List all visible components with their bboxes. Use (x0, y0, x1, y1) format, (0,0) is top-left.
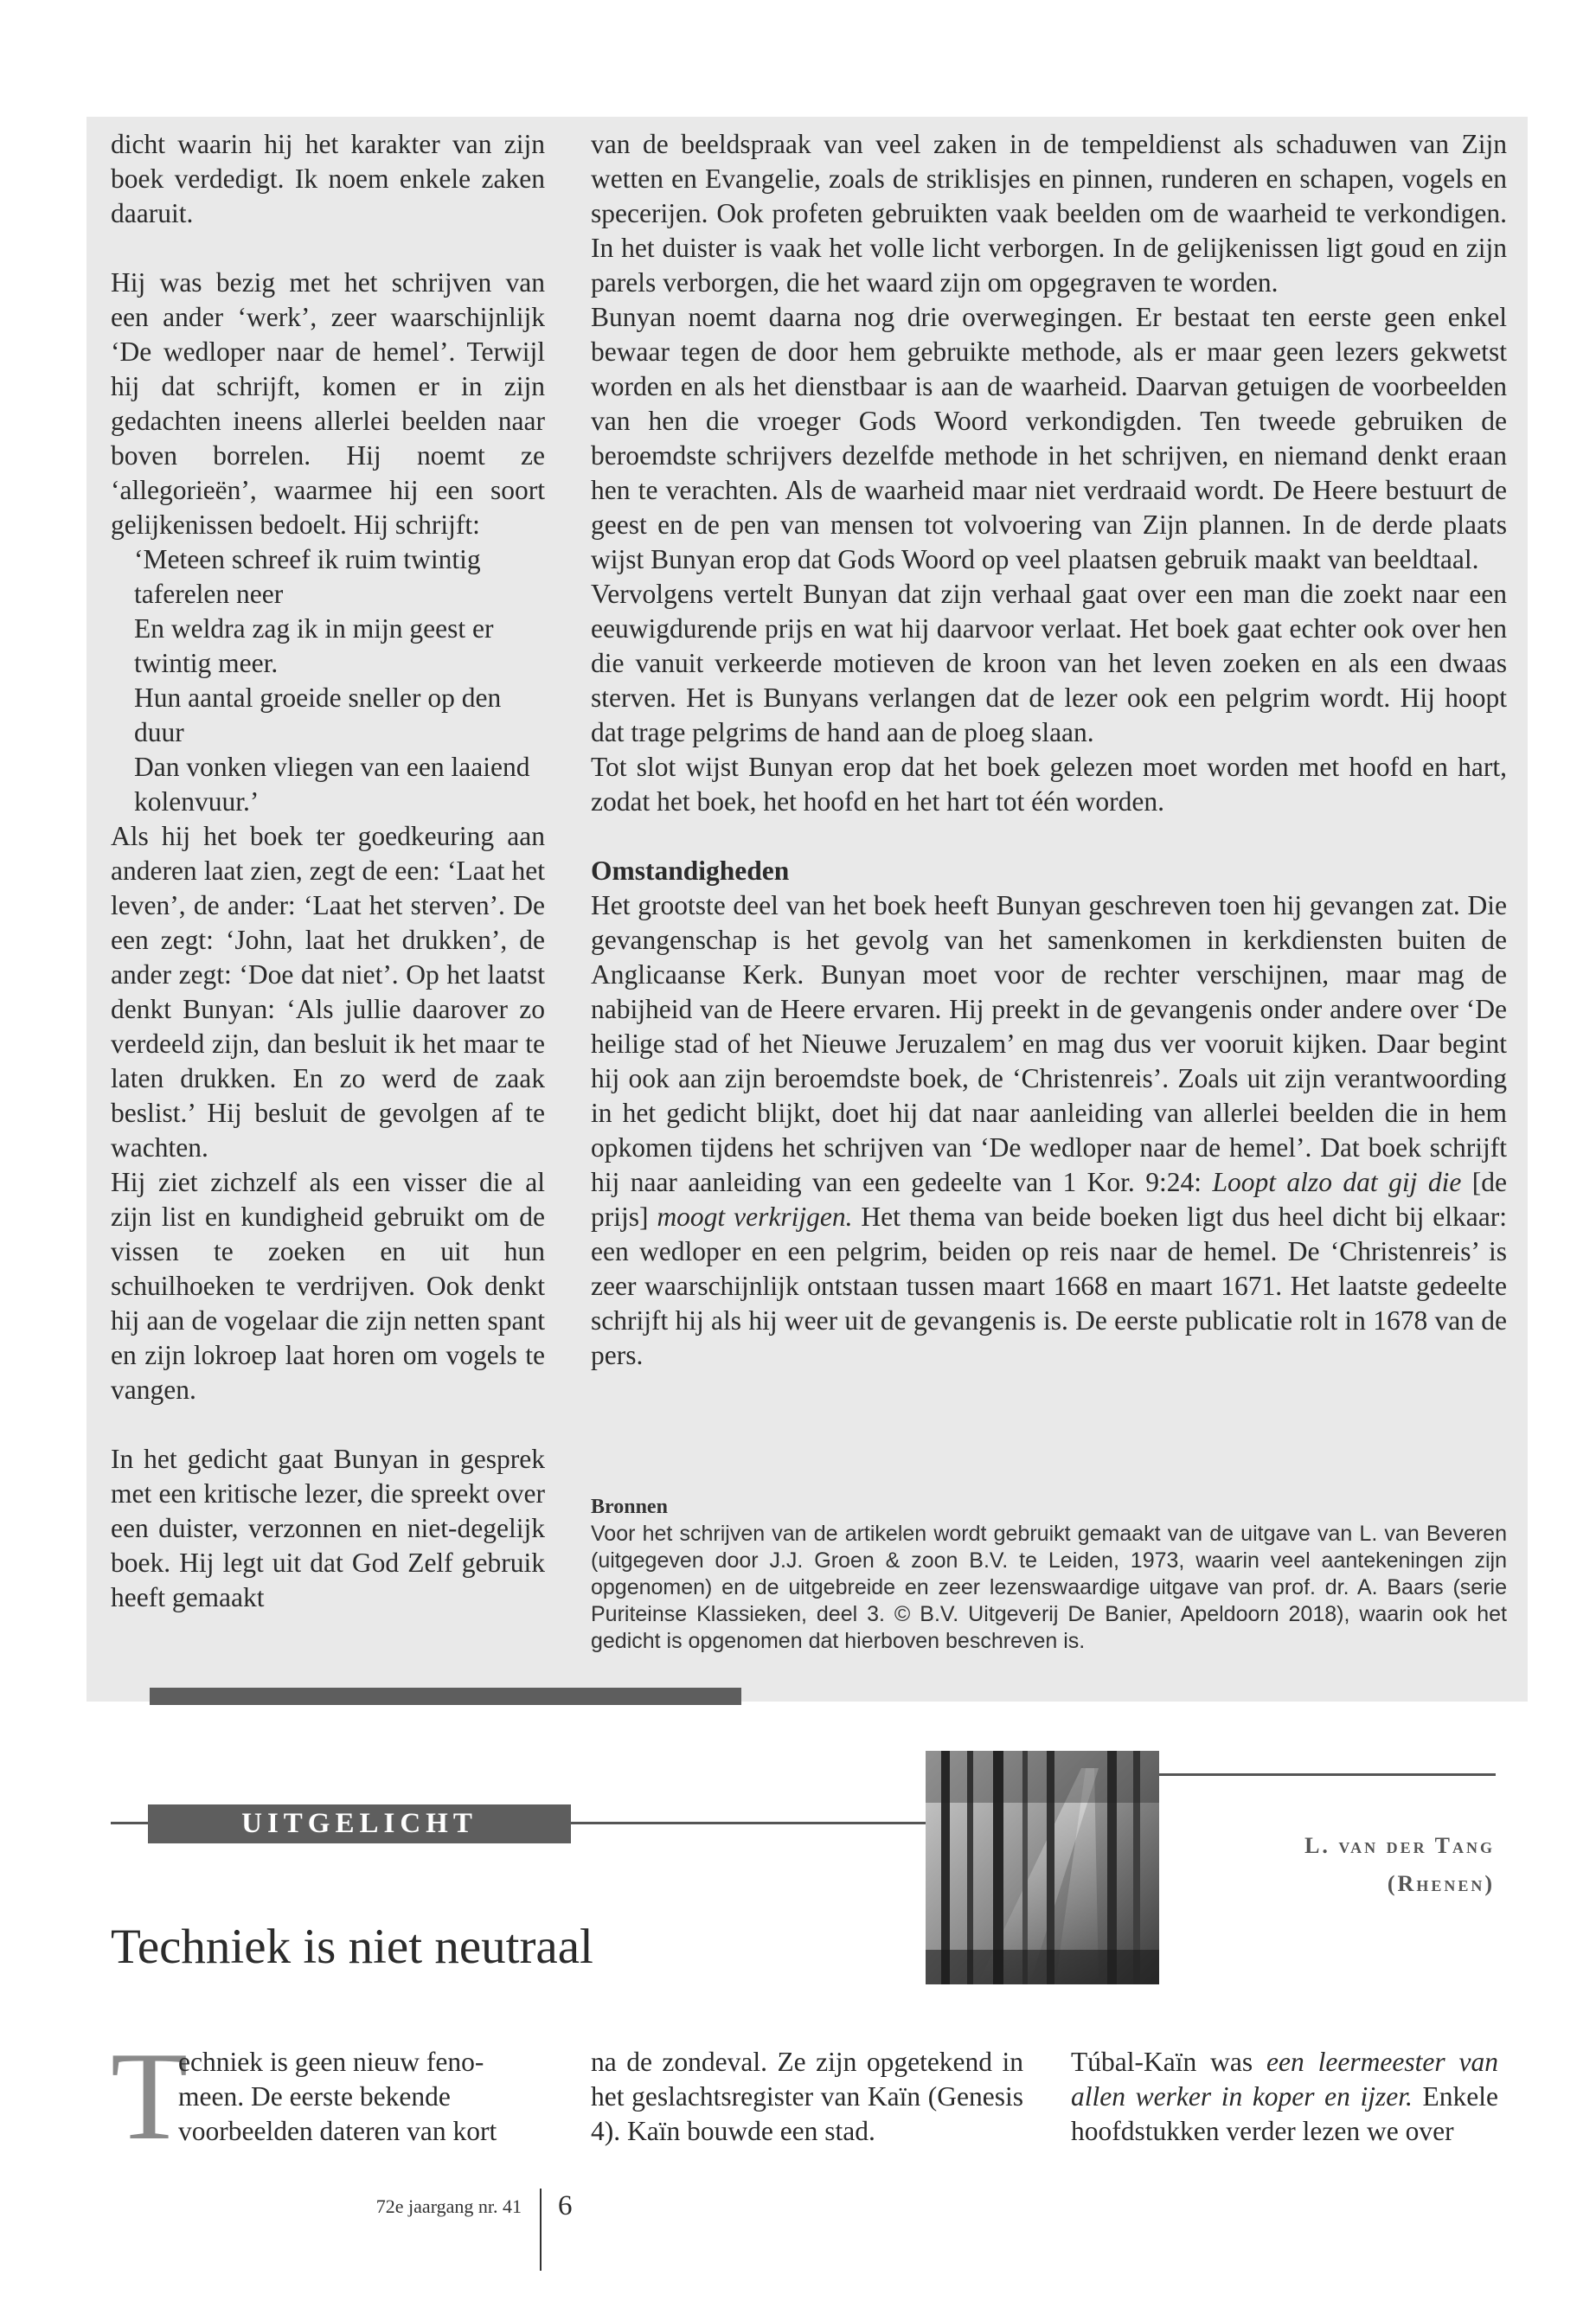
poem-line: ‘Meteen schreef ik ruim twintig taferelen neer (134, 544, 481, 609)
divider (569, 1822, 926, 1824)
author-name: L. van der Tang (1304, 1833, 1495, 1858)
text-line: echniek is geen nieuw feno- (178, 2047, 484, 2077)
poem-line: En weldra zag ik in mijn geest er twintig meer. (134, 613, 494, 678)
paragraph: Bunyan noemt daarna nog drie overwegingen. Er bestaat ten eerste geen enkel bewaar tegen de door hem gebruikte methode, als er maar geen lezers gekwetst worden en als het dienstbaar is aan de waarheid. Daarvan getuigen de voorbeelden van hen die vroeger Gods Woord verkondigden. Ten tweede gebruiken de beroemdste schrijvers dezelfde methode in het schrijven, en niemand denkt eraan hen te verachten. Als de waarheid maar niet verdraaid wordt. De Heere bestuurt de geest en de pen van mensen tot volvoering van Zijn plannen. In de derde plaats wijst Bunyan erop dat Gods Woord op veel plaatsen gebruik maakt van beeldtaal. (591, 302, 1507, 574)
sources-title: Bronnen (591, 1496, 668, 1518)
article-title: Techniek is niet neutraal (111, 1920, 593, 1974)
paragraph: Hij was bezig met het schrijven van een ander ‘werk’, zeer waarschijnlijk ‘De wedloper naar de hemel’. Terwijl hij dat schrijft, komen er in zijn gedachten ineens allerlei beelden naar boven borrelen. Hij noemt ze ‘allegorieën’, waarmee hij een soort gelijkenissen bedoelt. Hij schrijft: (111, 267, 545, 540)
section-heading: Omstandigheden (591, 856, 790, 886)
author-place: (Rhenen) (1387, 1871, 1495, 1896)
paragraph: Tot slot wijst Bunyan erop dat het boek gelezen moet worden met hoofd en hart, zodat het boek, het hoofd en het hart tot één worden. (591, 752, 1507, 817)
paragraph: Het grootste deel van het boek heeft Bunyan geschreven toen hij gevangen zat. Die gevangenschap is het gevolg van het samenkomen in kerkdiensten buiten de Anglicaanse Kerk. Bunyan moet voor de rechter verschijnen, maar mag de nabijheid van de Heere ervaren. Hij preekt in de gevangenis onder andere over ‘De heilige stad of het Nieuwe Jeruzalem’ en mag dus ver vooruit kijken. Daar begint hij ook aan zijn beroemdste boek, de ‘Christenreis’. Zoals uit zijn verantwoording in het gedicht blijkt, doet hij dat naar aanleiding van allerlei beelden die in hem opkomen tijdens het schrijven van ‘De wedloper naar de hemel’. Dat boek schrijft hij naar aanleiding van een gedeelte van 1 Kor. 9:24: Loopt alzo dat gij die [de prijs] moogt verkrijgen. Het thema van beide boeken ligt dus heel dicht bij elkaar: een wedloper en een pelgrim, beiden op reis naar de hemel. De ‘Christenreis’ is zeer waarschijnlijk ontstaan tussen maart 1668 en maart 1671. Het laatste gedeelte schrijft hij als hij weer uit de gevangenis is. De eerste publicatie rolt in 1678 van de pers. (591, 890, 1507, 1370)
poem-quote (111, 542, 545, 819)
paragraph: van de beeldspraak van veel zaken in de tempeldienst als schaduwen van Zijn wetten en Evangelie, zoals de striklisjes en pinnen, runderen en schapen, vogels en specerijen. Ook profeten gebruikten vaak beelden om de waarheid te verkondigen. In het duister is vaak het volle licht verborgen. In de gelijkenissen ligt goud en zijn parels verborgen, die het waard zijn om opgegraven te worden. (591, 129, 1507, 298)
divider (1159, 1773, 1496, 1776)
paragraph: dicht waarin hij het karakter van zijn boek verdedigt. Ik noem enkele zaken daaruit. (111, 129, 545, 228)
divider (111, 1822, 150, 1824)
feature-column-2: na de zondeval. Ze zijn opgetekend in het geslachtsregister van Kaïn (Genesis 4). Kaïn bouwde een stad. (591, 2047, 1023, 2146)
forest-photo (926, 1751, 1159, 1984)
right-text-column (591, 127, 1507, 1373)
poem-line: Hun aantal groeide sneller op den duur (134, 683, 502, 747)
paragraph: Als hij het boek ter goedkeuring aan anderen laat zien, zegt de een: ‘Laat het leven’, de ander: ‘Laat het sterven’. De een zegt: ‘John, laat het drukken’, de ander zegt: ‘Doe dat niet’. Op het laatst denkt Bunyan: ‘Als jullie daarover zo verdeeld zijn, dan besluit ik het maar te laten drukken. En zo werd de zaak beslist.’ Hij besluit de gevolgen af te wachten. (111, 821, 545, 1163)
text-line: voorbeelden dateren van kort (178, 2116, 497, 2146)
sources-note (591, 1494, 1507, 1655)
drop-cap: T (111, 2026, 189, 2166)
footer-divider (540, 2189, 542, 2271)
poem-line: Dan vonken vliegen van een laaiend kolenvuur.’ (134, 752, 530, 817)
paragraph: In het gedicht gaat Bunyan in gesprek met een kritische lezer, die spreekt over een duister, verzonnen en niet-degelijk boek. Hij legt uit dat God Zelf gebruik heeft gemaakt (111, 1444, 545, 1612)
left-text-column (111, 127, 545, 1615)
text-line: meen. De eerste bekende (178, 2081, 451, 2112)
section-tag: UITGELICHT (148, 1804, 571, 1843)
section-end-bar (150, 1688, 741, 1705)
page-number: 6 (558, 2190, 573, 2221)
paragraph: Vervolgens vertelt Bunyan dat zijn verhaal gaat over een man die zoekt naar een eeuwigdurende prijs en wat hij daarvoor verlaat. Het boek gaat echter ook over hen die vanuit verkeerde motieven de kroon van het leven zoeken en als een dwaas sterven. Het is Bunyans verlangen dat de lezer ook een pelgrim wordt. Hij hoopt dat trage pelgrims de hand aan de ploeg slaan. (591, 579, 1507, 747)
feature-column-3: Túbal-Kaïn was een leermeester van allen werker in koper en ijzer. Enkele hoofdstukken verder lezen we over (1071, 2047, 1498, 2146)
paragraph: Hij ziet zichzelf als een visser die al zijn list en kundigheid gebruikt om de vissen te zoeken en uit hun schuilhoeken te verdrijven. Ook denkt hij aan de vogelaar die zijn netten spant en zijn lokroep laat horen om vogels te vangen. (111, 1167, 545, 1405)
issue-info: 72e jaargang nr. 41 (375, 2195, 522, 2217)
sources-text: Voor het schrijven van de artikelen wordt gebruikt gemaakt van de uitgave van L. van Beveren (uitgegeven door J.J. Groen & zoon B.V. te Leiden, 1973, waarin veel aantekeningen zijn opgenomen) en de uitgebreide en zeer lezenswaardige uitgave van prof. dr. A. Baars (serie Puriteinse Klassieken, deel 3. © B.V. Uitgeverij De Banier, Apeldoorn 2018), waarin ook het gedicht is opgenomen dat hierboven beschreven is. (591, 1522, 1507, 1653)
author-byline (1304, 1827, 1495, 1903)
feature-column-1 (111, 2045, 543, 2149)
